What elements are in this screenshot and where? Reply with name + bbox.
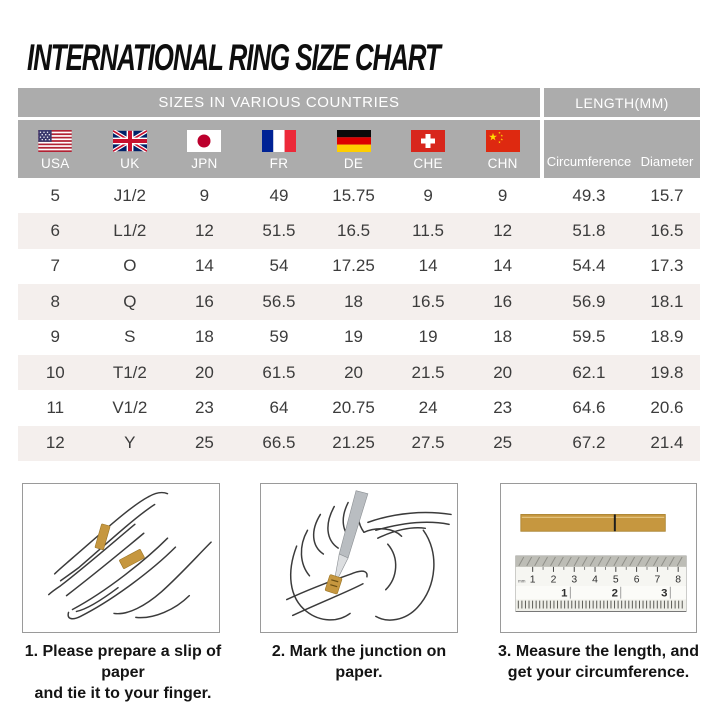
length-columns [544,120,700,178]
table-cell: 51.8 [572,221,606,241]
table-cell: 18.9 [650,327,684,347]
table-cell: 24 [418,398,438,418]
table-cell: 25 [493,433,513,453]
table-cell: 21.25 [332,433,375,453]
table-cell: 10 [45,362,65,382]
pen [333,491,368,584]
table-cell: 6 [50,221,61,241]
table-cell: 11.5 [412,221,444,241]
caption-line: 1. Please prepare a slip of paper [24,643,222,682]
table-cell: 14 [418,256,438,276]
column-label: CHE [413,156,443,171]
column-header-usa [18,120,93,178]
table-cell: 19 [418,327,438,347]
table-cell: 20 [194,362,214,382]
table-cell: 20 [493,362,513,382]
table-cell: O [123,256,137,276]
table-cell: 14 [194,256,214,276]
table-group-header-row [18,88,700,117]
column-header-diameter: Diameter [640,154,694,169]
step-3-caption [490,641,707,683]
table-cell: 56.5 [262,291,296,311]
marking-junction-drawing [261,484,457,632]
table-cell: 59.5 [572,327,606,347]
ruler [516,556,686,611]
table-cell: 27.5 [411,433,445,453]
column-label: USA [40,156,70,171]
ruler-cm-tick-label: 7 [654,574,661,586]
step-2-illustration [260,483,458,633]
table-cell: 21.4 [650,433,684,453]
caption-line: and tie it to your finger. [34,685,212,703]
france-flag-icon [262,130,296,152]
table-row [18,178,700,213]
table-cell: 64.6 [572,398,606,418]
table-cell: 23 [493,398,513,418]
table-cell: 16 [493,291,513,311]
table-cell: J1/2 [113,185,146,205]
table-cell: 61.5 [262,362,296,382]
table-cell: 9 [199,185,210,205]
step-2-caption [250,641,468,683]
table-cell: 25 [194,433,214,453]
ruler-cm-tick-label: 5 [612,574,619,586]
table-cell: 21.5 [411,362,445,382]
ruler-cm-tick-label: 4 [592,574,598,586]
table-cell: 49 [269,185,289,205]
table-cell: 5 [50,185,61,205]
caption-line: 2. Mark the junction on paper. [271,643,447,682]
usa-flag-icon [38,130,72,152]
step-3-illustration [500,483,697,633]
table-cell: 9 [423,185,433,205]
table-cell: 8 [50,291,61,311]
marked-paper-strip [521,514,666,531]
column-label: JPN [191,156,218,171]
table-body [18,178,700,461]
page-title: INTERNATIONAL RING SIZE CHART [27,37,440,78]
table-cell: 7 [50,256,61,276]
table-cell: V1/2 [112,398,148,418]
step-1-caption [6,641,240,704]
ruler-cm-tick-label: 2 [550,574,557,586]
ring-size-table [18,88,700,461]
paper-band-with-mark [325,574,342,594]
table-cell: 9 [497,185,508,205]
table-cell: T1/2 [112,362,147,382]
table-cell: 16 [194,291,214,311]
ruler-inch-tick-label: 1 [561,587,568,600]
column-label: FR [269,156,289,171]
ruler-cm-tick-label: 6 [633,574,640,586]
countries-group-header: SIZES IN VARIOUS COUNTRIES [18,88,540,117]
table-cell: Q [123,291,137,311]
table-cell: 16.5 [411,291,445,311]
table-cell: 54.4 [572,256,606,276]
table-row [18,249,700,284]
caption-line: 3. Measure the length, and [498,643,699,660]
column-header-uk [93,120,168,178]
china-flag-icon [486,130,520,152]
table-cell: 18 [493,327,513,347]
column-header-de [316,120,391,178]
table-cell: 17.25 [332,256,375,276]
table-cell: 20.6 [650,398,684,418]
table-cell: 59 [269,327,289,347]
table-cell: 49.3 [572,185,606,205]
table-cell: 51.5 [262,221,296,241]
germany-flag-icon [337,130,371,152]
table-cell: 66.5 [262,433,296,453]
paper-slip [95,524,145,569]
table-row [18,355,700,390]
table-row [18,426,700,461]
table-cell: 23 [194,398,214,418]
table-cell: 17.3 [650,256,684,276]
table-cell: 16.5 [336,221,371,241]
table-row [18,390,700,425]
column-header-fr [242,120,317,178]
table-cell: 19 [344,327,363,347]
table-cell: 14 [493,256,513,276]
table-cell: 64 [269,398,289,418]
table-cell: 18.1 [650,291,684,311]
column-label: CHN [487,156,518,171]
table-row [18,213,700,248]
ruler-measure-drawing [501,484,696,632]
step-1-illustration [22,483,220,633]
switzerland-flag-icon [411,130,445,152]
table-cell: 56.9 [572,291,606,311]
table-cell: 67.2 [572,433,606,453]
table-cell: 16.5 [650,221,684,241]
column-header-circumference: Circumference [546,154,632,169]
ruler-inch-tick-label: 2 [611,587,618,600]
table-cell: Y [124,433,136,453]
caption-line: get your circumference. [507,664,690,682]
country-columns [18,120,540,178]
table-cell: 15.7 [650,185,684,205]
column-header-che [391,120,466,178]
uk-flag-icon [113,130,147,152]
table-cell: 20 [344,362,363,382]
table-cell: 18 [344,291,363,311]
table-cell: 15.75 [332,185,375,205]
table-cell: 12 [45,433,65,453]
table-column-header-row [18,120,700,178]
column-label: UK [120,156,140,171]
japan-flag-icon [187,130,221,152]
ruler-cm-tick-label: 3 [571,574,578,586]
table-cell: 11 [46,398,65,418]
table-cell: 12 [194,221,214,241]
hand-with-paper-slip-drawing [23,484,219,632]
table-cell: S [124,327,136,347]
table-cell: 12 [493,221,513,241]
table-cell: 54 [269,256,289,276]
table-cell: 9 [50,327,61,347]
table-row [18,284,700,319]
column-label: DE [343,156,364,171]
table-cell: 62.1 [572,362,606,382]
column-header-jpn [167,120,242,178]
ruler-cm-tick-label: 8 [675,574,682,586]
ruler-cm-tick-label: 1 [529,574,536,586]
table-cell: L1/2 [113,221,147,241]
ruler-mm-label: mm [518,578,526,584]
table-cell: 19.8 [650,362,684,382]
table-cell: 18 [194,327,214,347]
ruler-inch-tick-label: 3 [661,587,668,600]
table-cell: 20.75 [332,398,375,418]
length-group-header: LENGTH(MM) [544,88,700,117]
column-header-chn [465,120,540,178]
table-row [18,320,700,355]
